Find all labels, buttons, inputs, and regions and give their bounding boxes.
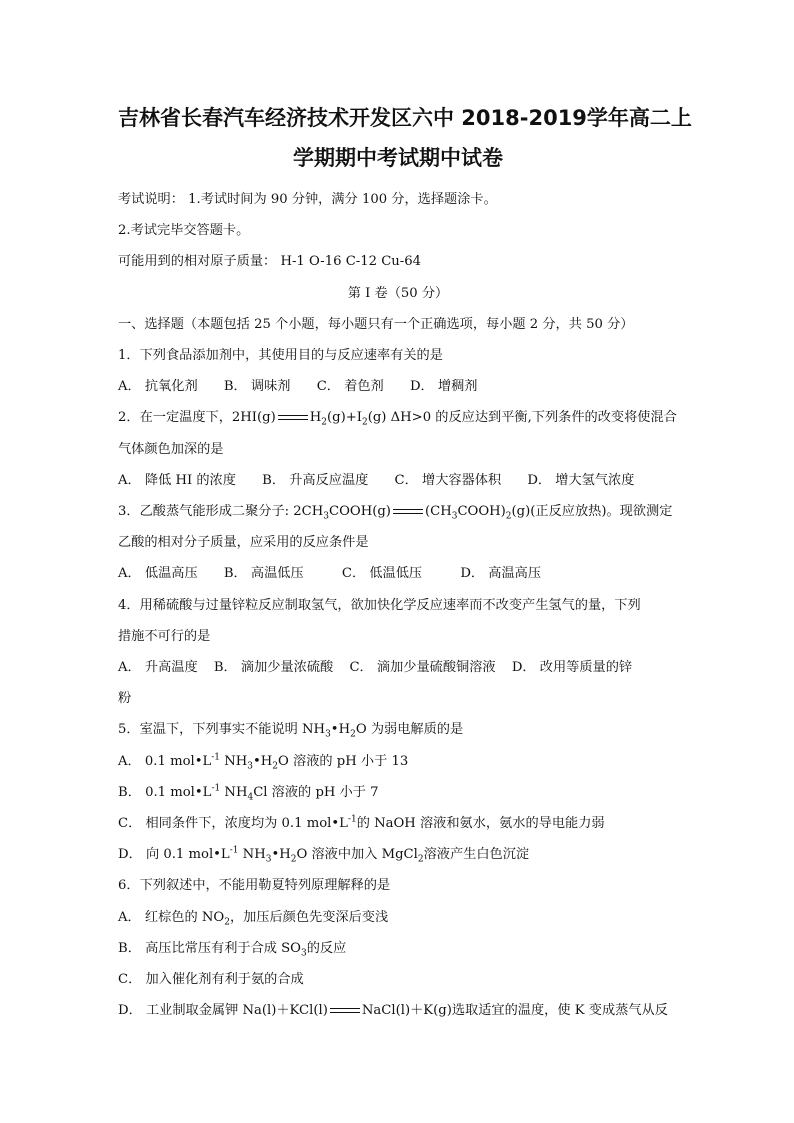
q5-c-text: C． 相同条件下，浓度均为 0.1 mol•L <box>118 816 348 832</box>
subscript: 2 <box>417 854 424 865</box>
subscript: 3 <box>325 730 331 741</box>
q5-d-text: 溶液产生白色沉淀 <box>423 847 530 863</box>
q3-option-c: C． 低温低压 <box>341 566 423 582</box>
question-2-options <box>118 465 678 496</box>
equilibrium-arrow-icon <box>393 508 423 516</box>
subscript: 3 <box>323 511 329 522</box>
q5-a-text: •H <box>253 753 273 769</box>
exam-title <box>118 98 692 178</box>
instructions-line-1: 考试说明： 1.考试时间为 90 分钟，满分 100 分，选择题涂卡。 <box>118 192 497 207</box>
q6-a-text: A． 红棕色的 NO <box>118 909 225 925</box>
q2-option-d: D． 增大氢气浓度 <box>527 472 635 488</box>
q3-text-b: COOH(g) <box>329 504 391 520</box>
title-line-2: 学期期中考试期中试卷 <box>293 146 503 170</box>
q6-a-text: ，加压后颜色先变深后变浅 <box>229 909 389 925</box>
q2-text-c: (g)+I <box>326 410 362 426</box>
subscript: 2 <box>505 511 512 522</box>
instructions-line-2: 2.考试完毕交答题卡。 <box>118 223 250 239</box>
question-5-stem <box>118 714 678 745</box>
q5-option-d <box>118 839 678 870</box>
q6-option-d <box>118 995 678 1026</box>
question-4-options <box>118 652 678 683</box>
question-6-stem: 6．下列叙述中，不能用勒夏特列原理解释的是 <box>118 878 391 894</box>
q3-option-d: D． 高温高压 <box>460 566 542 582</box>
q3-text-e: (g)(正反应放热)。现欲测定 <box>511 504 673 520</box>
question-4-options-tail: 粉 <box>118 691 132 707</box>
q2-option-a: A． 降低 HI 的浓度 <box>118 472 236 488</box>
q1-option-b: B． 调味剂 <box>223 379 291 395</box>
section-title: 第 I 卷（50 分） <box>347 285 449 301</box>
section-intro: 一、选择题（本题包括 25 个小题，每小题只有一个正确选项，每小题 2 分，共 50 分） <box>118 316 634 332</box>
title-line-1: 吉林省长春汽车经济技术开发区六中 2018-2019学年高二上 <box>118 106 692 130</box>
question-4-stem: 4．用稀硫酸与过量锌粒反应制取氢气，欲加快化学反应速率而不改变产生氢气的量，下列 <box>118 597 641 613</box>
q4-option-d: D． 改用等质量的锌 <box>511 660 633 676</box>
q2-text-b: H <box>309 410 322 426</box>
q2-option-c: C． 增大容器体积 <box>394 472 502 488</box>
q3-text-c: (CH <box>424 504 452 520</box>
subscript: 2 <box>361 418 368 429</box>
subscript: 3 <box>451 511 458 522</box>
q6-d-text: D． 工业制取金属钾 Na(l)＋KCl(l) <box>118 1003 328 1019</box>
subscript: 2 <box>224 917 230 928</box>
subscript: 4 <box>247 792 254 803</box>
subscript: 2 <box>350 730 356 741</box>
q6-b-text: B． 高压比常压有利于合成 SO <box>118 940 301 956</box>
q3-text-a: 3．乙酸蒸气能形成二聚分子: 2CH <box>118 504 324 520</box>
superscript: -1 <box>211 752 221 763</box>
q5-a-text: NH <box>220 753 248 769</box>
q5-d-text: •H <box>271 847 291 863</box>
q6-option-b <box>118 933 678 964</box>
subscript: 3 <box>265 854 272 865</box>
q2-text-d: (g) ΔH>0 的反应达到平衡,下列条件的改变将使混合 <box>367 410 677 426</box>
q5-d-text: O 溶液中加入 MgCl <box>296 847 418 863</box>
q4-option-c: C． 滴加少量硫酸铜溶液 <box>349 660 496 676</box>
subscript: 2 <box>321 418 327 429</box>
equilibrium-arrow-icon <box>330 1007 360 1015</box>
q2-option-b: B． 升高反应温度 <box>262 472 369 488</box>
q1-option-a: A． 抗氧化剂 <box>118 379 198 395</box>
atomic-mass-line: 可能用到的相对原子质量： H-1 O-16 C-12 Cu-64 <box>118 254 422 270</box>
question-3-stem-line-2: 乙酸的相对分子质量，应采用的反应条件是 <box>118 535 369 551</box>
superscript: -1 <box>211 783 221 794</box>
q6-option-a <box>118 902 678 933</box>
q1-option-c: C． 着色剂 <box>316 379 384 395</box>
q5-option-c <box>118 808 678 839</box>
question-2-stem <box>118 402 678 433</box>
equilibrium-arrow-icon <box>278 414 308 422</box>
superscript: -1 <box>347 814 357 825</box>
q2-text-a: 2．在一定温度下，2HI(g) <box>118 410 276 426</box>
question-4-stem-line-2: 措施不可行的是 <box>118 628 211 644</box>
q5-d-text: D． 向 0.1 mol•L <box>118 847 230 863</box>
q5-text-c: O 为弱电解质的是 <box>355 722 464 738</box>
q5-text-b: •H <box>330 722 351 738</box>
q5-a-text: A． 0.1 mol•L <box>118 753 212 769</box>
subscript: 3 <box>300 948 307 959</box>
q1-option-d: D． 增稠剂 <box>409 379 478 395</box>
exam-body <box>118 184 678 1026</box>
superscript: -1 <box>229 845 239 856</box>
q5-text-a: 5．室温下，下列事实不能说明 NH <box>118 722 326 738</box>
q3-text-d: COOH) <box>457 504 506 520</box>
q3-option-a: A． 低温高压 <box>118 566 198 582</box>
question-3-options <box>118 558 678 589</box>
q5-d-text: NH <box>238 847 266 863</box>
subscript: 3 <box>247 761 254 772</box>
question-1-options <box>118 371 678 402</box>
subscript: 2 <box>272 761 279 772</box>
q5-b-text: B． 0.1 mol•L <box>118 784 212 800</box>
q4-option-b: B． 滴加少量浓硫酸 <box>213 660 334 676</box>
question-1-stem: 1．下列食品添加剂中，其使用目的与反应速率有关的是 <box>118 348 443 364</box>
q6-b-text: 的反应 <box>306 940 347 956</box>
q5-a-text: O 溶液的 pH 小于 13 <box>278 753 409 769</box>
q6-option-c: C． 加入催化剂有利于氨的合成 <box>118 972 304 988</box>
q5-b-text: Cl 溶液的 pH 小于 7 <box>253 784 379 800</box>
q5-c-text: 的 NaOH 溶液和氨水，氨水的导电能力弱 <box>356 816 605 832</box>
question-3-stem <box>118 496 678 527</box>
q5-option-a <box>118 746 678 777</box>
q6-d-text: NaCl(l)＋K(g)选取适宜的温度，使 K 变成蒸气从反 <box>361 1003 668 1019</box>
q3-option-b: B． 高温低压 <box>223 566 304 582</box>
q5-option-b <box>118 777 678 808</box>
question-2-stem-line-2: 气体颜色加深的是 <box>118 441 224 457</box>
q5-b-text: NH <box>220 784 248 800</box>
subscript: 2 <box>290 854 297 865</box>
exam-page <box>118 98 692 1026</box>
q4-option-a: A． 升高温度 <box>118 660 198 676</box>
